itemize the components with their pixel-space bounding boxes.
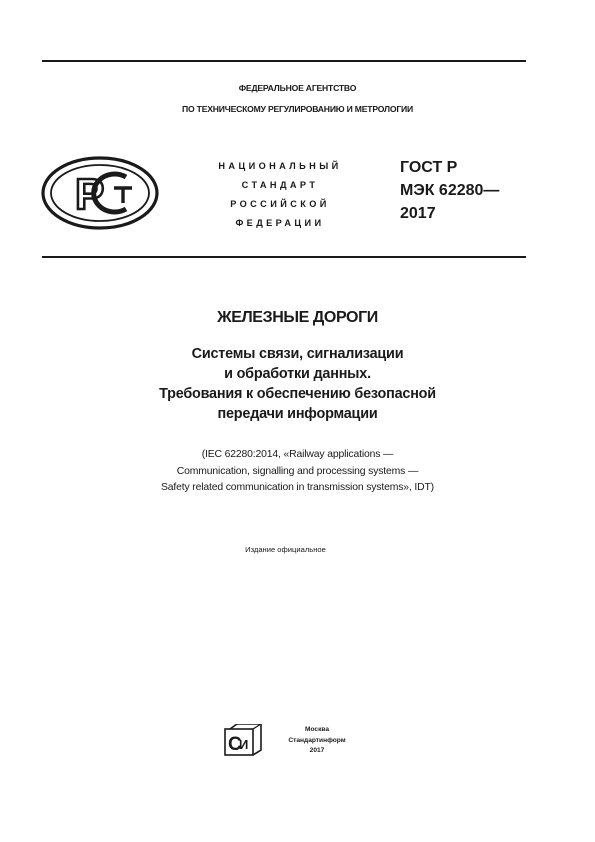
svg-text:С: С — [228, 734, 242, 755]
document-title: ЖЕЛЕЗНЫЕ ДОРОГИ — [217, 309, 378, 326]
publisher-info — [262, 725, 372, 757]
gost-line: ГОСТ Р — [400, 159, 458, 176]
standard-designation — [400, 156, 499, 225]
gost-line: МЭК 62280— — [400, 182, 500, 199]
svg-text:Р: Р — [75, 170, 105, 219]
national-standard-label — [180, 157, 380, 233]
subtitle-line: и обработки данных. — [224, 366, 371, 382]
iec-reference — [0, 447, 595, 497]
gost-line: 2017 — [400, 205, 436, 222]
national-line: СТАНДАРТ — [241, 180, 319, 190]
middle-rule — [42, 256, 526, 258]
subtitle-line: Требования к обеспечению безопасной — [159, 386, 436, 402]
agency-line-2: ПО ТЕХНИЧЕСКОМУ РЕГУЛИРОВАНИЮ И МЕТРОЛОГИИ — [182, 104, 413, 114]
rst-certification-logo-icon — [40, 155, 160, 236]
document-subtitle — [0, 344, 595, 424]
national-line: РОССИЙСКОЙ — [230, 199, 330, 209]
publisher-year: 2017 — [309, 747, 325, 754]
svg-text:И: И — [239, 737, 249, 752]
iec-line: (IEC 62280:2014, «Railway applications — — [201, 449, 394, 460]
agency-line-1: ФЕДЕРАЛЬНОЕ АГЕНТСТВО — [238, 83, 357, 93]
edition-label: Издание официальное — [245, 545, 326, 554]
national-line: НАЦИОНАЛЬНЫЙ — [218, 161, 342, 171]
iec-line: Safety related communication in transmission systems», IDT) — [161, 482, 434, 493]
subtitle-line: Системы связи, сигнализации — [191, 346, 404, 362]
publisher-name: Стандартинформ — [288, 736, 346, 744]
standartinform-logo-icon — [224, 724, 262, 761]
iec-line: Communication, signalling and processing systems — — [176, 465, 419, 477]
top-rule — [42, 60, 526, 62]
publisher-city: Москва — [304, 726, 330, 733]
subtitle-line: передачи информации — [217, 406, 378, 422]
national-line: ФЕДЕРАЦИИ — [235, 218, 325, 228]
